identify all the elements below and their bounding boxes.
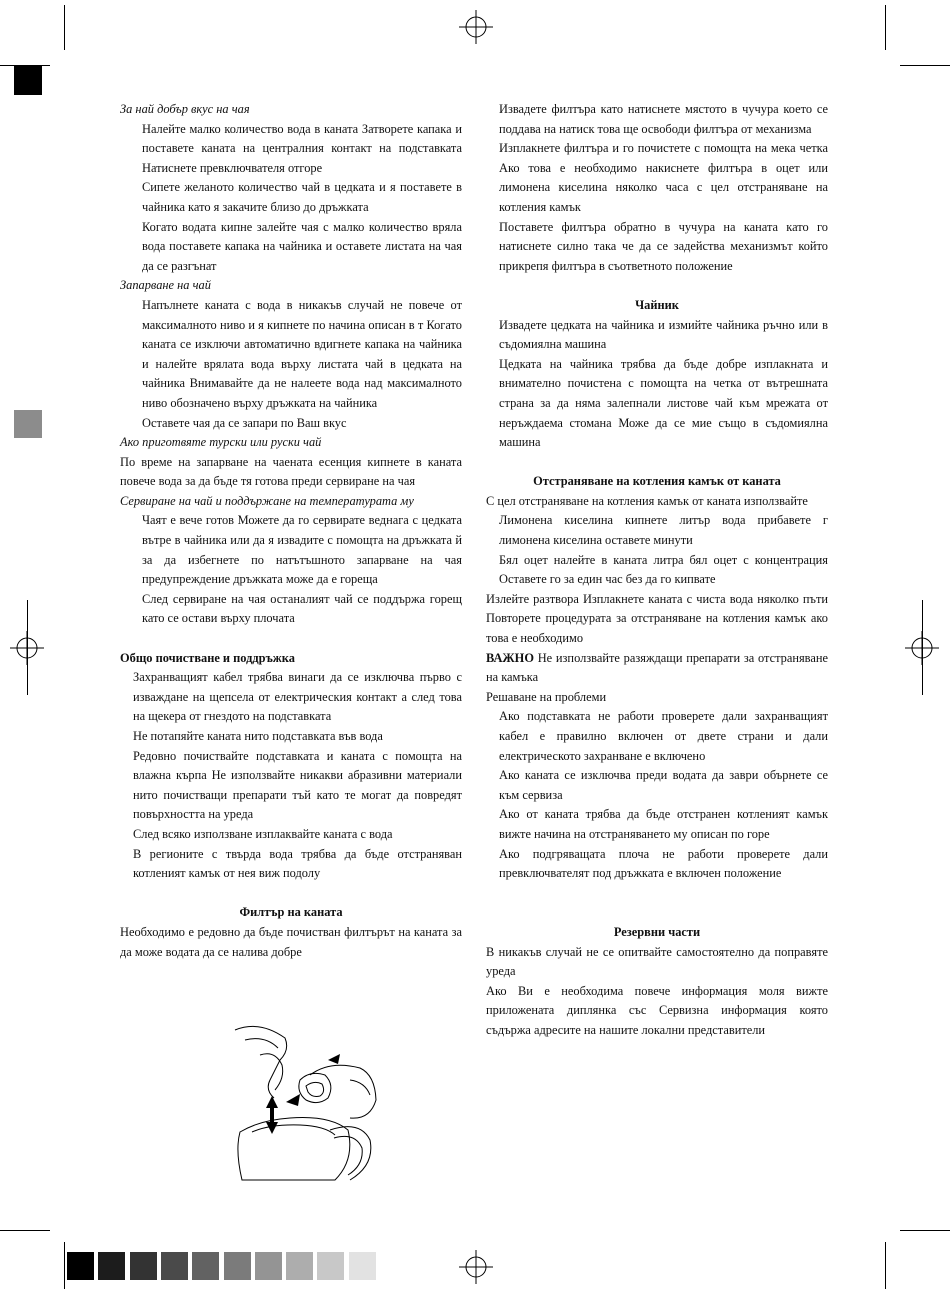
left-column [120, 100, 462, 962]
registration-mark-bottom [459, 1250, 493, 1284]
registration-mark-top [459, 10, 493, 44]
paragraph: С цел отстраняване на котления камък от каната използвайте [486, 493, 808, 508]
paragraph: Ако от каната трябва да бъде отстранен котленият камък вижте начина на отстраняването му описан по горе [499, 807, 828, 841]
section-heading: Филтър на каната [239, 905, 343, 920]
gray-swatch [192, 1252, 219, 1280]
spacer [486, 276, 828, 296]
paragraph: Ако подгряващата плоча не работи проверете дали превключвателят под дръжката е включен положение [499, 846, 828, 881]
important-label: ВАЖНО [486, 650, 534, 665]
gray-swatch [255, 1252, 282, 1280]
subheading: За най добър вкус на чая [120, 102, 250, 116]
paragraph: След всяко използване изплаквайте каната с вода [133, 826, 393, 841]
section-heading: Резервни части [613, 924, 701, 939]
paragraph: Когато водата кипне залейте чая с малко количество вряла вода поставете капака на чайника и оставете листата на чая да се разгънат [142, 219, 462, 273]
paragraph: Излейте разтвора Изплакнете каната с чиста вода няколко пъти Повторете процедурата за отстраняване на котления камък ако това е необходимо [486, 591, 828, 646]
paragraph: Напълнете каната с вода в никакъв случай не повече от максималното ниво и я кипнете по начина описан в т Когато каната се изключи автоматично вдигнете капака на чайника и налейте врялата вода върху листата чай в цедката на чайника Внимавайте да не налеете вода над максималното ниво обозначено върху дръжката на чайника [142, 297, 462, 410]
section-heading: Общо почистване и поддръжка [120, 650, 295, 665]
spacer [486, 453, 828, 473]
paragraph: Ако каната се изключва преди водата да заври обърнете се към сервиза [499, 768, 828, 802]
spacer [486, 903, 828, 923]
crop-mark [64, 5, 65, 50]
paragraph: Оставете чая да се запари по Ваш вкус [142, 415, 347, 430]
gray-swatch [286, 1252, 313, 1280]
black-tab-marker [14, 66, 42, 95]
paragraph: Бял оцет налейте в каната литра бял оцет с концентрация Оставете го за един час без да го кипвате [499, 552, 828, 587]
subheading: Запарване на чай [120, 278, 211, 293]
right-column [486, 100, 828, 1041]
gray-swatch [349, 1252, 376, 1280]
paragraph: Чаят е вече готов Можете да го сервирате веднага с цедката вътре в чайника или да я извадите с помощта на дръжката й за да избегнете по натътъшното запарване на чая предупреждение дръжката може да е гореща [142, 513, 462, 587]
paragraph: Редовно почиствайте подставката и каната с помощта на влажна кърпа Не използвайте никакви абразивни материали нито почистващи препарати тъй като те могат да повредят повърхността на уреда [133, 748, 462, 822]
registration-mark-right [905, 631, 939, 665]
paragraph: Извадете цедката на чайника и измийте чайника ръчно или в съдомиялна машина [499, 317, 828, 352]
paragraph: Лимонена киселина кипнете литър вода прибавете г лимонена киселина оставете минути [499, 513, 828, 548]
paragraph: Изплакнете филтъра и го почистете с помощта на мека четка Ако това е необходимо накиснете филтъра в оцет или лимонена киселина няколко часа с цел отстраняване на котления камък [499, 141, 828, 214]
gray-swatch [130, 1252, 157, 1280]
spacer [120, 884, 462, 904]
crop-mark [900, 65, 950, 66]
paragraph: Цедката на чайника трябва да бъде добре изплакната и внимателно почистена с помощта на четка от вътрешната страна за да няма залепнали листове чай към мрежата от неръждаема стомана Може да се мие също в съдомиялна машина [499, 356, 828, 450]
gray-swatch [161, 1252, 188, 1280]
paragraph: Извадете филтъра като натиснете мястото в чучура което се поддава на натиск това ще освободи филтъра от механизма [499, 102, 828, 136]
crop-mark [64, 1242, 65, 1289]
crop-mark [885, 1242, 886, 1289]
paragraph: Поставете филтъра обратно в чучура на каната като го натиснете силно така че да се задейства механизмът който прикрепя филтъра в съответното положение [499, 219, 828, 273]
spacer [486, 884, 828, 904]
paragraph: ВАЖНО Не използвайте разяждащи препарати за отстраняване на камъка [486, 650, 828, 685]
paragraph: В никакъв случай не се опитвайте самостоятелно да поправяте уреда [486, 944, 828, 979]
gray-tab-marker [14, 410, 42, 438]
paragraph: След сервиране на чая останалият чай се поддържа горещ като се остави върху плочата [142, 591, 462, 626]
gray-swatch [98, 1252, 125, 1280]
subheading: Сервиране на чай и поддържане на температурата му [120, 493, 414, 508]
paragraph: В регионите с твърда вода трябва да бъде отстраняван котленият камък от нея виж подолу [133, 846, 462, 881]
paragraph: Захранващият кабел трябва винаги да се изключва първо с изваждане на щепсела от електрическия контакт а след това на щекера от гнездото на подставката [133, 670, 462, 724]
filter-removal-illustration [230, 1020, 380, 1190]
paragraph: По време на запарване на чаената есенция кипнете в каната повече вода за да бъде тя готова преди сервиране на чая [120, 454, 462, 489]
paragraph: Необходимо е редовно да бъде почистван филтърът на каната за да може водата да се налива добре [120, 924, 462, 959]
paragraph: Ако подставката не работи проверете дали захранващият кабел е правилно включен от двете страни и дали електрическото захранване е включено [499, 709, 828, 763]
gray-swatch [67, 1252, 94, 1280]
paragraph: Ако Ви е необходима повече информация моля вижте приложената диплянка със Сервизна информация която съдържа адресите на нашите локални представители [486, 983, 828, 1037]
section-heading: Отстраняване на котления камък от каната [533, 474, 781, 489]
crop-mark [0, 1230, 50, 1231]
crop-mark [900, 1230, 950, 1231]
paragraph: Решаване на проблеми [486, 689, 607, 704]
registration-mark-left [10, 631, 44, 665]
gray-swatch [317, 1252, 344, 1280]
section-heading: Чайник [635, 297, 679, 312]
subheading: Ако приготвяте турски или руски чай [120, 435, 322, 450]
gray-swatch [224, 1252, 251, 1280]
paragraph: Не потапяйте каната нито подставката във вода [133, 729, 383, 743]
paragraph: Налейте малко количество вода в каната Затворете капака и поставете каната на централния контакт на подставката Натиснете превключвателя отгоре [142, 121, 462, 175]
crop-mark [885, 5, 886, 50]
paragraph: Сипете желаното количество чай в цедката и я поставете в чайника като я закачите близо до дръжката [142, 180, 462, 214]
spacer [120, 629, 462, 649]
